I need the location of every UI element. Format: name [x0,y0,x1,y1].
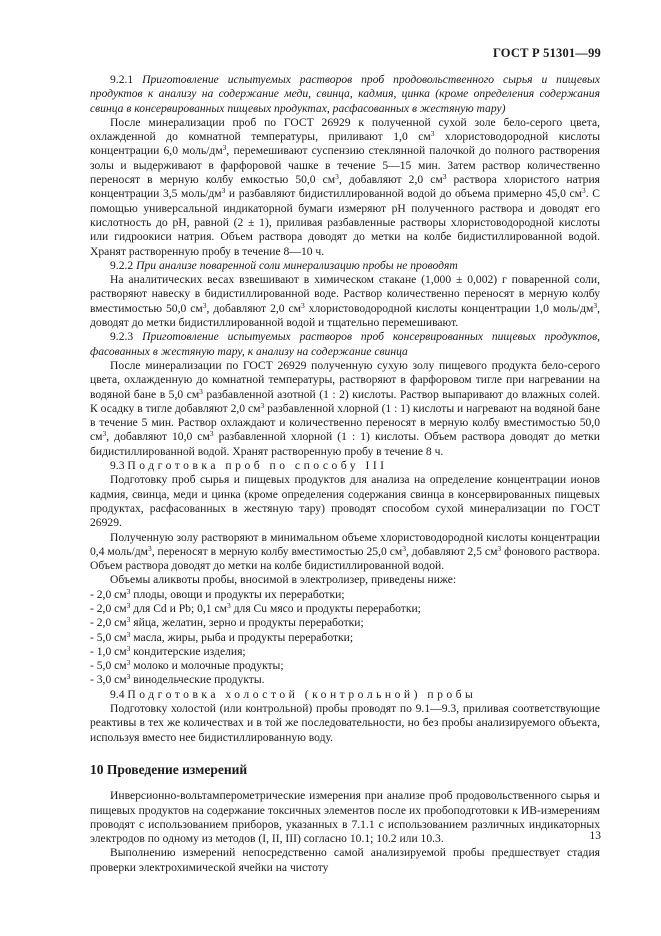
section-9-2-1-heading [90,73,600,116]
section-10-heading: 10 Проведение измерений [90,761,248,777]
section-title: Приготовление испытуемых растворов проб консервированных пищевых продуктов, фасованных в жестяную тару, к анализу на содержание свинца [90,330,600,358]
section-title: При анализе поваренной соли минерализацию пробы не проводят [136,258,458,272]
list-item: - 2,0 $см^3$ для Cd и Pb; 0,1 $см^3$ для Cu мясо и продукты переработки; [90,600,421,615]
standard-header: ГОСТ Р 51301—99 [492,46,601,60]
list-item: - 2,0 $см^3$ плоды, овощи и продукты их переработки; [90,586,345,601]
paragraph-9: Выполнению измерений непосредственно самой анализируемой пробы предшествует стадия проверки электрохимической ячейки на чистоту [90,846,600,874]
page-number: 13 [589,830,601,842]
section-title: Подготовка проб по способу III [127,459,388,473]
paragraph-1: После минерализации проб по ГОСТ 26929 к полученной сухой золе бело-серого цвета, охлажденной до комнатной температуры, приливают 1,0 $см^3$ хлористоводородной кислоты концентрации 6,0 моль/$дм^3$, перемешивают суспензию стеклянной палочкой до полного растворения золы и выдерживают в фарфоровой чашке в течение 5—15 мин. Затем раствор количественно переносят в мерную колбу емкостью 50,0 $см^3$, добавляют 2,0 $см^3$ раствора хлористого натрия концентрации 3,5 моль/$дм^3$ и разбавляют бидистиллированной водой до объема примерно 45,0 $см^3$. С помощью универсальной индикаторной бумаги измеряют pH полученного раствора и доводят его кислотность до pH, равной (2 ± 1), приливая разбавленные растворы хлористоводородной кислоты или гидроокиси натрия. Объем раствора доводят до метки на колбе бидистиллированной водой. Хранят растворенную пробу в течение 8—10 ч. [90,115,600,258]
document-body [90,73,600,875]
paragraph-7: Подготовку холостой (или контрольной) пробы проводят по 9.1—9.3, приливая соответствующие реактивы в тех же количествах и в той же последовательности, но без пробы анализируемого объекта, используя вместо нее бидистиллированную воду. [90,702,600,744]
section-title: Приготовление испытуемых растворов проб продовольственного сырья и пищевых продуктов к анализу на содержание меди, свинца, кадмия, цинка (кроме определения содержания свинца в консервированных пищевых продуктах, расфасованных в жестяную тару) [90,73,600,115]
list-item: - 3,0 $см^3$ винодельческие продукты. [90,672,265,687]
paragraph-5: Полученную золу растворяют в минимальном объеме хлористоводородной кислоты концентрации 0,4 моль/$дм^3$, переносят в мерную колбу вместимостью 25,0 $см^3$, добавляют 2,5 $см^3$ фонового раствора. Объем раствора доводят до метки на колбе бидистиллированной водой. [90,530,600,573]
section-number: 9.2.2 [110,258,134,272]
list-item: - 5,0 $см^3$ молоко и молочные продукты; [90,658,284,673]
section-title: Подготовка холостой (контрольной) пробы [127,687,477,701]
section-9-2-2-heading [90,259,600,273]
aliquot-list [90,588,600,688]
paragraph-8: Инверсионно-вольтамперометрические измерения при анализе проб продовольственного сырья и пищевых продуктов на содержание токсичных элементов после их пробоподготовки к ИВ-измерениям проводят с использованием приборов, указанных в 7.1.1 с использованием различных индикаторных электродов по одному из методов (I, II, III) согласно 10.1; 10.2 или 10.3. [90,789,600,846]
section-9-2-3-heading [90,330,600,359]
section-9-3-heading [90,459,600,473]
section-number: 9.2.1 [110,73,134,86]
paragraph-4: Подготовку проб сырья и пищевых продуктов для анализа на определение концентрации ионов кадмия, свинца, меди и цинка (кроме определения содержания свинца в консервированных пищевых продуктах, расфасованных в жестяную тару) проводят способом сухой минерализации по ГОСТ 26929. [90,473,600,530]
section-number: 9.4 [110,687,125,701]
list-item: - 2,0 $см^3$ яйца, желатин, зерно и продукты переработки; [90,615,364,630]
list-item: - 1,0 $см^3$ кондитерские изделия; [90,643,246,658]
list-item: - 5,0 $см^3$ масла, жиры, рыба и продукты переработки; [90,629,354,644]
paragraph-2: На аналитических весах взвешивают в химическом стакане (1,000 ± 0,002) г поваренной соли, растворяют навеску в бидистиллированной воде. Раствор количественно переносят в мерную колбу вместимостью 50,0 $см^3$, добавляют 2,0 $см^3$ хлористоводородной кислоты концентрации 1,0 моль/$дм^3$, доводят до метки бидистиллированной водой и тщательно перемешивают. [90,273,601,330]
section-number: 9.3 [110,459,125,473]
paragraph-6: Объемы аликвоты пробы, вносимой в электролизер, приведены ниже: [110,573,457,587]
section-9-4-heading [90,688,600,702]
paragraph-3: После минерализации по ГОСТ 26929 полученную сухую золу пищевого продукта бело-серого цвета, охлажденную до комнатной температуры, растворяют в фарфоровом тигле при нагревании на водяной бане в 5,0 $см^3$ разбавленной азотной (1 : 2) кислоты. Раствор выпаривают до влажных солей. К осадку в тигле добавляют 2,0 $см^3$ разбавленной хлорной (1 : 1) кислоты и нагревают на водяной бане в течение 5 мин. Раствор охлаждают и количественно переносят в мерную колбу вместимостью 50,0 $см^3$, добавляют 10,0 $см^3$ разбавленной хлорной (1 : 1) кислоты. Объем раствора доводят до метки бидистиллированной водой. Хранят растворенную пробу в течение 8 ч. [90,358,601,458]
section-number: 9.2.3 [110,330,134,344]
